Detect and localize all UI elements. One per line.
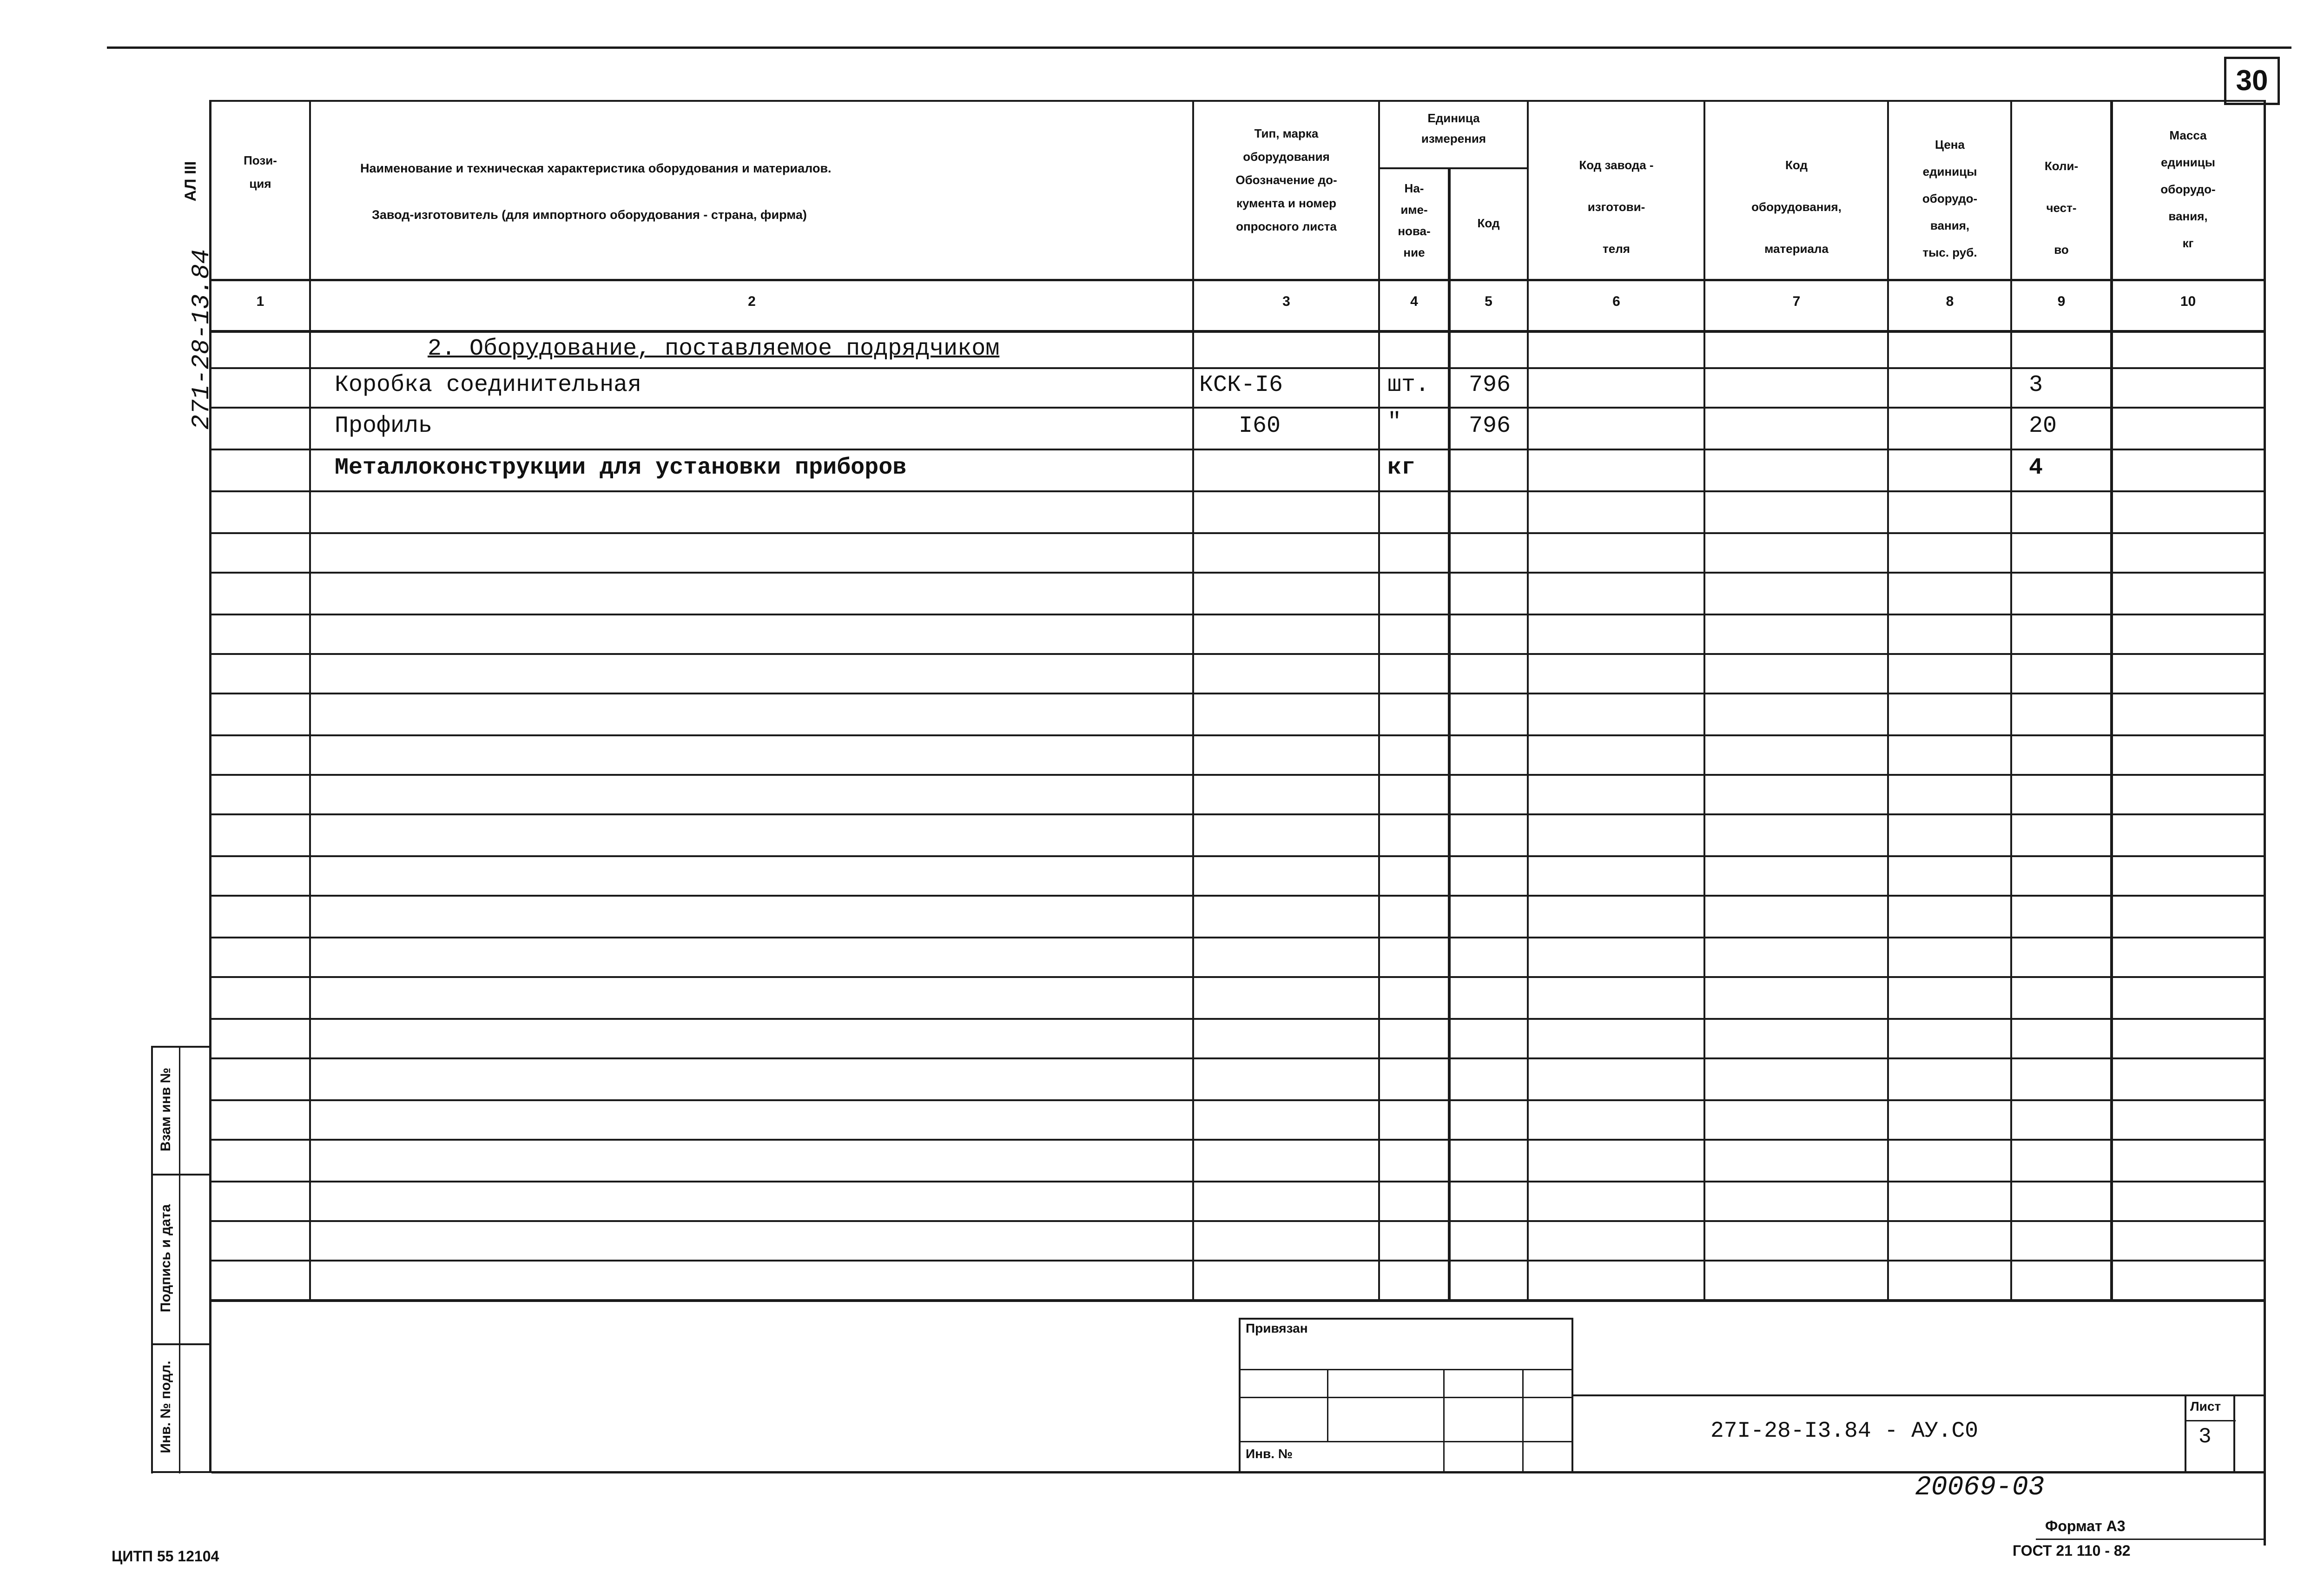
side-stamp-inv: Инв. № подл. [158, 1361, 173, 1453]
row-line [209, 1181, 2264, 1182]
row-2-code: 796 [1469, 413, 1511, 439]
header-col9: Коли- чест- во [2044, 159, 2079, 257]
col-number-2: 2 [748, 294, 756, 309]
sheet-box-line [2185, 1420, 2236, 1421]
number-row-bottom-line [209, 330, 2264, 333]
header-col5: Код [1477, 216, 1500, 230]
privyazan-label: Привязан [1246, 1321, 1308, 1335]
doc-code: 27I-28-I3.84 - АУ.С0 [1710, 1419, 1979, 1444]
top-border-line [107, 46, 2291, 49]
side-stamp-inner-line [179, 1046, 180, 1473]
footer-line [2036, 1539, 2264, 1540]
doc-code-top-line [1573, 1394, 2264, 1396]
col-line [1448, 167, 1451, 1301]
row-3-name: Металлоконструкции для установки приборов [335, 455, 907, 481]
stamp-inner-vline [1522, 1369, 1524, 1473]
col-line [1527, 100, 1529, 1301]
row-line [209, 855, 2264, 857]
row-line [209, 653, 2264, 655]
col-line [1378, 100, 1380, 1301]
sheet-label: Лист [2190, 1399, 2221, 1414]
stamp-inner-vline [1327, 1369, 1328, 1441]
gost-label: ГОСТ 21 110 - 82 [2013, 1542, 2131, 1559]
row-line [209, 976, 2264, 978]
col-number-8: 8 [1946, 294, 1954, 309]
row-line [209, 407, 2264, 409]
col-number-5: 5 [1485, 294, 1492, 309]
row-line [209, 490, 2264, 492]
header-col6: Код завода - изготови- теля [1579, 158, 1654, 256]
section-title: 2. Оборудование, поставляемое подрядчиком [428, 336, 1000, 362]
side-stamp-podpis: Подпись и дата [158, 1204, 173, 1313]
row-line [209, 532, 2264, 534]
row-2-unit: " [1387, 409, 1402, 436]
row-1-unit: шт. [1387, 372, 1430, 398]
row-line [209, 813, 2264, 815]
row-1-code: 796 [1469, 372, 1511, 398]
col-line [2110, 100, 2113, 1301]
header-col2: Наименование и техническая характеристика оборудования и материалов. Завод-изготовитель (для импортного оборудования - страна, фирма) [360, 161, 832, 222]
side-handwritten-code: 271-28-13.84 [188, 249, 216, 430]
row-line [209, 449, 2264, 450]
col-number-3: 3 [1282, 294, 1290, 309]
row-3-unit: кг [1387, 455, 1416, 481]
row-2-type: I60 [1239, 413, 1281, 439]
row-line [209, 895, 2264, 897]
row-line [209, 1260, 2264, 1262]
row-line [209, 367, 2264, 369]
sheet-box-right-line [2233, 1394, 2235, 1473]
row-1-name: Коробка соединительная [335, 372, 642, 398]
row-3-qty: 4 [2029, 455, 2043, 481]
row-line [209, 1099, 2264, 1101]
sheet-value: 3 [2199, 1425, 2212, 1449]
row-line [209, 1220, 2264, 1222]
col-line [1887, 100, 1889, 1301]
row-2-name: Профиль [335, 413, 433, 439]
sheet-number-box [2224, 57, 2280, 105]
row-line [209, 1018, 2264, 1020]
col-number-1: 1 [256, 294, 264, 309]
header-col1: Пози- ция [244, 153, 277, 191]
header-bottom-line [209, 279, 2264, 281]
header-col3: Тип, марка оборудования Обозначение до- кумента и номер опросного листа [1235, 126, 1337, 233]
right-border-line [2264, 100, 2266, 1546]
citp-label: ЦИТП 55 12104 [112, 1548, 219, 1565]
side-stamp-vzam: Взам инв № [158, 1067, 173, 1152]
row-line [209, 1057, 2264, 1059]
row-line [209, 774, 2264, 776]
row-line [209, 614, 2264, 615]
sheet-number: 30 [2236, 65, 2268, 97]
header-col8: Цена единицы оборудо- вания, тыс. руб. [1922, 138, 1978, 259]
col-line [1192, 100, 1194, 1301]
header-unit-group: Единица измерения [1421, 111, 1486, 145]
col-number-7: 7 [1792, 294, 1801, 309]
side-code: АЛ III [182, 161, 199, 202]
row-1-qty: 3 [2029, 372, 2043, 398]
header-col4: На- име- нова- ние [1398, 181, 1431, 259]
row-line [209, 937, 2264, 938]
table-bottom-line [209, 1299, 2264, 1302]
col-number-4: 4 [1410, 294, 1418, 309]
row-2-qty: 20 [2029, 413, 2057, 439]
col-line [2010, 100, 2012, 1301]
unit-group-line [1378, 167, 1527, 169]
col-number-9: 9 [2057, 294, 2066, 309]
side-stamp-line [151, 1471, 211, 1473]
col-line [1703, 100, 1705, 1301]
handwritten-number: 20069-03 [1915, 1473, 2045, 1503]
row-line [209, 1139, 2264, 1141]
header-col7: Код оборудования, материала [1751, 158, 1842, 256]
side-stamp-left-line [151, 1046, 153, 1473]
format-label: Формат А3 [2045, 1518, 2126, 1534]
table-top-line [209, 100, 2264, 102]
header-col10: Масса единицы оборудо- вания, кг [2160, 128, 2216, 250]
row-line [209, 693, 2264, 694]
stamp-inner-vline [1443, 1369, 1445, 1473]
row-line [209, 572, 2264, 574]
inv-no-label: Инв. № [1246, 1447, 1293, 1461]
col-number-6: 6 [1612, 294, 1620, 309]
row-line [209, 734, 2264, 736]
col-line [309, 100, 311, 1301]
col-number-10: 10 [2180, 294, 2196, 309]
row-1-type: КСК-I6 [1199, 372, 1283, 398]
